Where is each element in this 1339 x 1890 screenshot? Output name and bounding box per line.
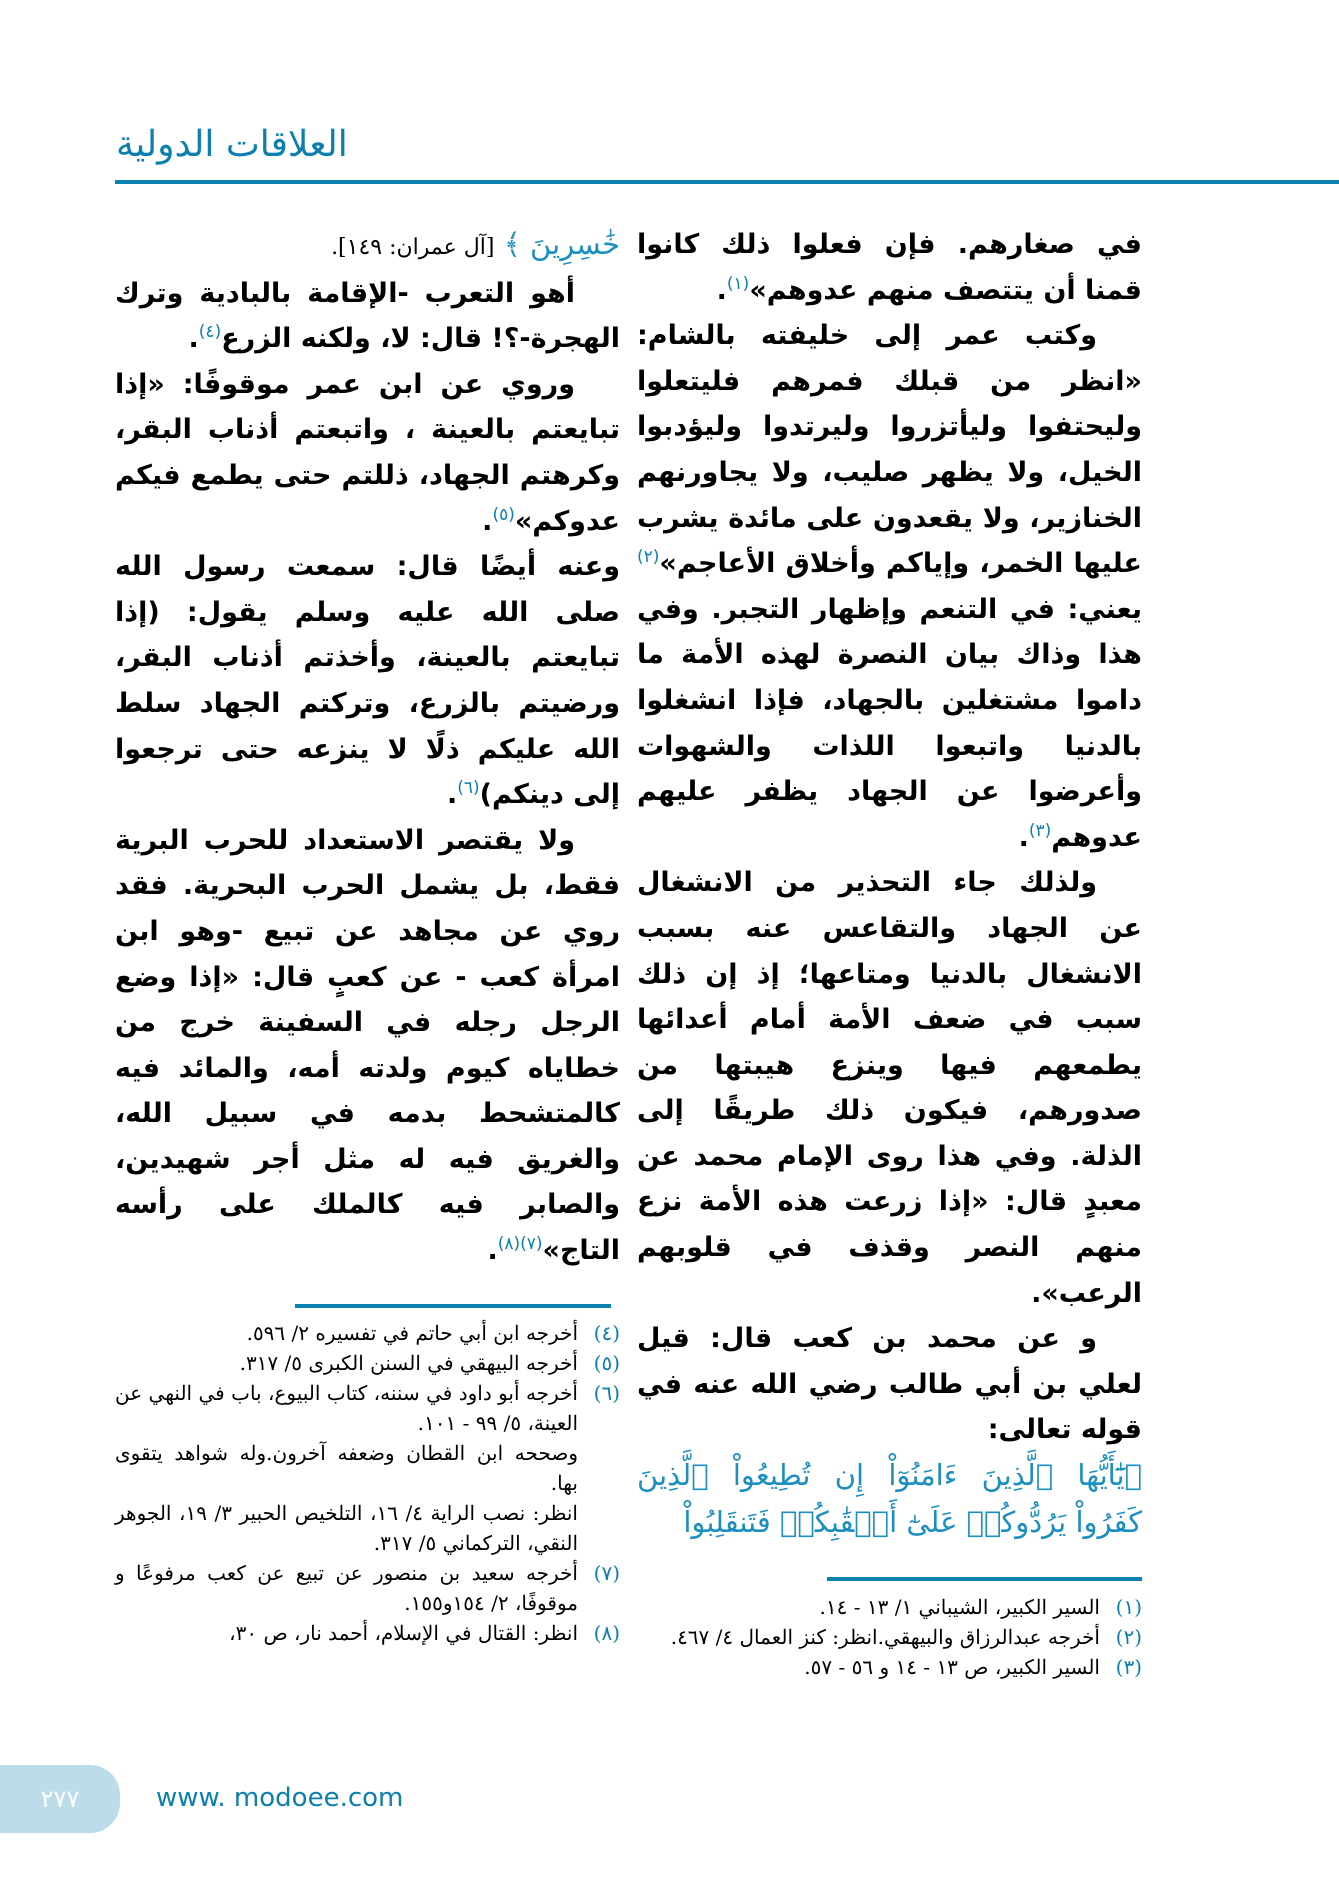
paragraph-tail: . <box>716 274 727 306</box>
header-divider <box>115 180 1339 184</box>
footnote <box>637 1652 1142 1682</box>
footnote-text: انظر: القتال في الإسلام، أحمد نار، ص ٣٠، <box>229 1621 578 1645</box>
footnote-number: (٤) <box>593 1321 620 1345</box>
footnote-number: (٧) <box>593 1561 620 1585</box>
footnote-text: أخرجه ابن أبي حاتم في تفسيره ٢/ ٥٩٦. <box>246 1321 578 1345</box>
footnote-ref[interactable]: (٢) <box>637 547 660 568</box>
footnote <box>115 1618 620 1648</box>
footnote-number: (٣) <box>1115 1655 1142 1679</box>
main-column-left <box>115 222 620 1274</box>
paragraph <box>115 818 620 1274</box>
website-link[interactable]: www. modoee.com <box>156 1783 404 1813</box>
paragraph <box>637 1316 1142 1453</box>
paragraph-text: وروي عن ابن عمر موقوفًا: «إذا تبايعتم بالعينة ، واتبعتم أذناب البقر، وكرهتم الجهاد، ذللتم حتى يطمع فيكم عدوكم» <box>115 368 620 537</box>
footnote-text: أخرجه أبو داود في سننه، كتاب البيوع، باب في النهي عن العينة، ٥/ ٩٩ - ١٠١. <box>115 1381 578 1435</box>
quran-verse-text: ﴿يَٰٓأَيُّهَا ٱلَّذِينَ ءَامَنُوٓاْ إِن تُطِيعُواْ ٱلَّذِينَ كَفَرُواْ يَرُدُّوكُمۡ عَلَىٰٓ أَعۡقَٰبِكُمۡ فَتَنقَلِبُواْ <box>637 1458 1142 1539</box>
footnote-text: أخرجه البيهقي في السنن الكبرى ٥/ ٣١٧. <box>239 1351 578 1375</box>
footnote-ref[interactable]: (٤) <box>198 322 222 343</box>
footnotes-right <box>637 1592 1142 1682</box>
main-column-right <box>637 222 1142 1546</box>
footnote-ref[interactable]: (١) <box>726 273 750 294</box>
footnote-number: (٢) <box>1115 1625 1142 1649</box>
footnote-ref[interactable]: (٥) <box>492 504 515 525</box>
paragraph-tail: . <box>482 505 493 537</box>
paragraph <box>115 362 620 544</box>
footnote <box>115 1378 620 1438</box>
paragraph <box>637 313 1142 860</box>
footnote-ref[interactable]: (٧)(٨) <box>497 1234 543 1255</box>
footnote-text: أخرجه عبدالرزاق والبيهقي.انظر: كنز العمال ٤/ ٤٦٧. <box>670 1625 1100 1649</box>
paragraph <box>637 222 1142 313</box>
footnote-text: السير الكبير، ص ١٣ - ١٤ و ٥٦ - ٥٧. <box>804 1655 1100 1679</box>
paragraph-tail: . <box>487 1235 498 1267</box>
paragraph-text: ولذلك جاء التحذير من الانشغال عن الجهاد والتقاعس عنه بسبب الانشغال بالدنيا ومتاعها؛ إذ إن ذلك سبب في ضعف الأمة أمام أعدائها يطمعهم فيها وينزع هيبتها من صدورهم، فيكون ذلك طريقًا إلى الذلة. وفي هذا روى الإمام محمد عن معبدٍ قال: «إذا زرعت هذه الأمة نزع منهم النصر وقذف في قلوبهم الرعب». <box>637 867 1142 1309</box>
verse-citation: [آل عمران: ١٤٩]. <box>331 235 495 260</box>
paragraph-text: أهو التعرب -الإقامة بالبادية وترك الهجرة-؟! قال: لا، ولكنه الزرع <box>115 277 620 355</box>
book-title: العلاقات الدولية <box>116 124 348 165</box>
paragraph <box>115 544 620 818</box>
footnote-divider-right <box>827 1577 1142 1581</box>
paragraph-text: و عن محمد بن كعب قال: قيل لعلي بن أبي طالب رضي الله عنه في قوله تعالى: <box>637 1323 1142 1446</box>
verse-continuation <box>115 222 620 271</box>
footnote <box>637 1592 1142 1622</box>
footnote <box>115 1348 620 1378</box>
paragraph-text: ولا يقتصر الاستعداد للحرب البرية فقط، بل يشمل الحرب البحرية. فقد روي عن مجاهد عن تبيع -وهو ابن امرأة كعب - عن كعبٍ قال: «إذا وضع الرجل رجله في السفينة خرج من خطاياه كيوم ولدته أمه، والمائد فيه كالمتشحط بدمه في سبيل الله، والغريق فيه له مثل أجر شهيدين، والصابر فيه كالملك على رأسه التاج» <box>115 824 620 1267</box>
footnote <box>115 1318 620 1348</box>
quran-verse-end: خَٰسِرِينَ ﴾ <box>503 227 620 261</box>
paragraph-text: في صغارهم. فإن فعلوا ذلك كانوا قمنا أن يتتصف منهم عدوهم» <box>637 229 1142 306</box>
footnote-number: (٥) <box>593 1351 620 1375</box>
footnote-text: وصححه ابن القطان وضعفه آخرون.وله شواهد يتقوى بها. <box>115 1441 578 1495</box>
paragraph <box>637 860 1142 1316</box>
footnote-divider-left <box>295 1304 611 1308</box>
paragraph-text: يعني: في التنعم وإظهار التجبر. وفي هذا وذاك بيان النصرة لهذه الأمة ما داموا مشتغلين بالجهاد، فإذا انشغلوا بالدنيا واتبعوا اللذات والشهوات وأعرضوا عن الجهاد يظفر عليهم عدوهم <box>637 593 1142 853</box>
paragraph <box>115 271 620 362</box>
paragraph-tail: . <box>188 323 199 355</box>
footnote-ref[interactable]: (٦) <box>457 778 480 799</box>
footnote-number: (٦) <box>593 1381 620 1405</box>
paragraph-text: وعنه أيضًا قال: سمعت رسول الله صلى الله عليه وسلم يقول: (إذا تبايعتم بالعينة، وأخذتم أذناب البقر، ورضيتم بالزرع، وتركتم الجهاد سلط الله عليكم ذلًا لا ينزعه حتى ترجعوا إلى دينكم) <box>115 551 620 811</box>
footnote-ref[interactable]: (٣) <box>1028 820 1052 841</box>
page-number-badge: ٢٧٧ <box>0 1765 120 1833</box>
paragraph-tail: . <box>446 779 458 811</box>
paragraph-tail: . <box>1018 821 1029 853</box>
footnote <box>637 1622 1142 1652</box>
footnote-number: (٨) <box>593 1621 620 1645</box>
footnote-text: السير الكبير، الشيباني ١/ ١٣ - ١٤. <box>819 1595 1100 1619</box>
footnote <box>115 1558 620 1618</box>
footnotes-left <box>115 1318 620 1648</box>
quran-verse <box>637 1453 1142 1546</box>
footnote-text: انظر: نصب الراية ٤/ ١٦، التلخيص الحبير ٣/ ١٩، الجوهر النقي، التركماني ٥/ ٣١٧. <box>115 1501 578 1555</box>
footnote-number: (١) <box>1115 1595 1142 1619</box>
footnote-text: أخرجه سعيد بن منصور عن تبيع عن كعب مرفوعًا و موقوفًا، ٢/ ١٥٤و١٥٥. <box>115 1561 578 1615</box>
paragraph-text: وكتب عمر إلى خليفته بالشام: «انظر من قبلك فمرهم فليتعلوا وليحتفوا وليأتزروا وليرتدوا وليؤدبوا الخيل، ولا يظهر صليب، ولا يجاورنهم الخنازير، ولا يقعدون على مائدة يشرب عليها الخمر، وإياكم وأخلاق الأعاجم» <box>637 320 1142 580</box>
